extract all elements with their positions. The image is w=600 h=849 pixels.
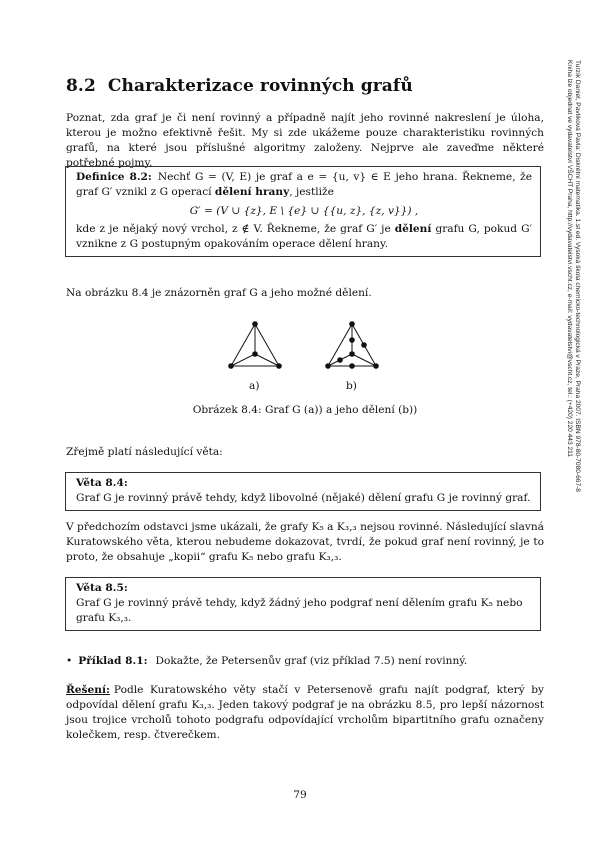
example-text: Dokažte, že Petersenův graf (viz příklad 7.5) není rovinný. xyxy=(155,655,468,667)
example-label: Příklad 8.1: xyxy=(78,655,148,667)
section-heading xyxy=(66,76,536,96)
figure-label-a: a) xyxy=(249,380,260,392)
solution-label: Řešení: xyxy=(66,684,110,696)
definition-formula: G′ = (V ∪ {z}, E \ {e} ∪ {{u, z}, {z, v}}) , xyxy=(189,205,419,217)
intro-paragraph: Poznat, zda graf je či není rovinný a případně najít jeho rovinné nakreslení je úloha, kterou je možno efektivně řešit. My si zde ukážeme pouze charakteristiku rovinných grafů, na které jsou příslušné algoritmy založeny. Nejprve ale zaveďme některé potřebné pojmy. xyxy=(66,112,544,169)
kuratowski-paragraph: V předchozím odstavci jsme ukázali, že grafy K₅ a K₃,₃ nejsou rovinné. Následující slavná Kuratowského věta, kterou nebudeme dokazovat, tvrdí, že pokud graf není rovinný, je to proto, že obsahuje „kopii“ grafu K₅ nebo grafu K₃,₃. xyxy=(66,521,544,563)
sidebar-citation: Turzík Daniel, Pavlíková Pavla: Diskrétní matematika. 1.st ed. Vysoká škola chemicko-technologická v Praze, Praha 2007. ISBN 978-80-7080-667-8 xyxy=(574,60,581,492)
solution-paragraph xyxy=(66,683,544,743)
definition-box xyxy=(65,166,541,257)
theorem-8-4-text: Graf G je rovinný právě tehdy, když libovolné (nějaké) dělení grafu G je rovinný graf. xyxy=(76,492,531,504)
section-title: Charakterizace rovinných grafů xyxy=(107,76,413,96)
theorem-8-5-box xyxy=(65,577,541,631)
definition-text-2: , jestliže xyxy=(289,186,334,198)
definition-term-2: dělení xyxy=(394,223,432,235)
definition-text-4: grafu G, pokud G′ vznikne z G postupným opakováním operace dělení hrany. xyxy=(76,223,532,250)
theorem-8-4-title: Věta 8.4: xyxy=(76,477,128,489)
publisher-sidebar xyxy=(563,60,581,620)
definition-term-1: dělení hrany xyxy=(214,186,290,198)
theorem-8-5-title: Věta 8.5: xyxy=(76,582,128,594)
graph-a xyxy=(231,324,279,366)
solution-text: Podle Kuratowského věty stačí v Petersenově grafu najít podgraf, který by odpovídal dělení grafu K₃,₃. Jeden takový podgraf je na obrázku 8.5, pro lepší názornost jsou trojice vrcholů tohoto podgrafu odpovídající vrcholům bipartitního grafu označeny kolečkem, resp. čtverečkem. xyxy=(66,684,544,741)
definition-text-1: Nechť G = (V, E) je graf a e = {u, v} ∈ E jeho hrana. Řekneme, že graf G′ vznikl z G operací xyxy=(76,171,533,198)
theorem-intro: Zřejmě platí následující věta: xyxy=(66,446,223,458)
example-bullet: • xyxy=(66,655,73,667)
theorem-8-5-text: Graf G je rovinný právě tehdy, když žádný jeho podgraf není dělením grafu K₅ nebo grafu K₃,₃. xyxy=(76,597,523,624)
definition-text-3: kde z je nějaký nový vrchol, z ∉ V. Řekneme, že graf G′ je xyxy=(76,223,391,235)
theorem-8-4-box xyxy=(65,472,541,511)
graph-drawings xyxy=(225,318,385,380)
sidebar-order-info: Kniha lze objednat ve vydavatelství VŠCHT Praha, http://vydavatelstvi.vscht.cz, e-mail: vydavatelstvi@vscht.cz, tel.: (+420) 220 443 211 xyxy=(566,60,573,457)
figure-intro: Na obrázku 8.4 je znázorněn graf G a jeho možné dělení. xyxy=(66,287,372,299)
definition-title: Definice 8.2: xyxy=(76,171,152,183)
figure-8-4 xyxy=(225,318,385,418)
section-number: 8.2 xyxy=(66,76,96,96)
graph-b xyxy=(328,324,376,366)
figure-label-b: b) xyxy=(346,380,357,392)
figure-caption: Obrázek 8.4: Graf G (a)) a jeho dělení (b)) xyxy=(192,404,418,416)
example-8-1 xyxy=(66,655,544,667)
page-number: 79 xyxy=(293,789,307,801)
